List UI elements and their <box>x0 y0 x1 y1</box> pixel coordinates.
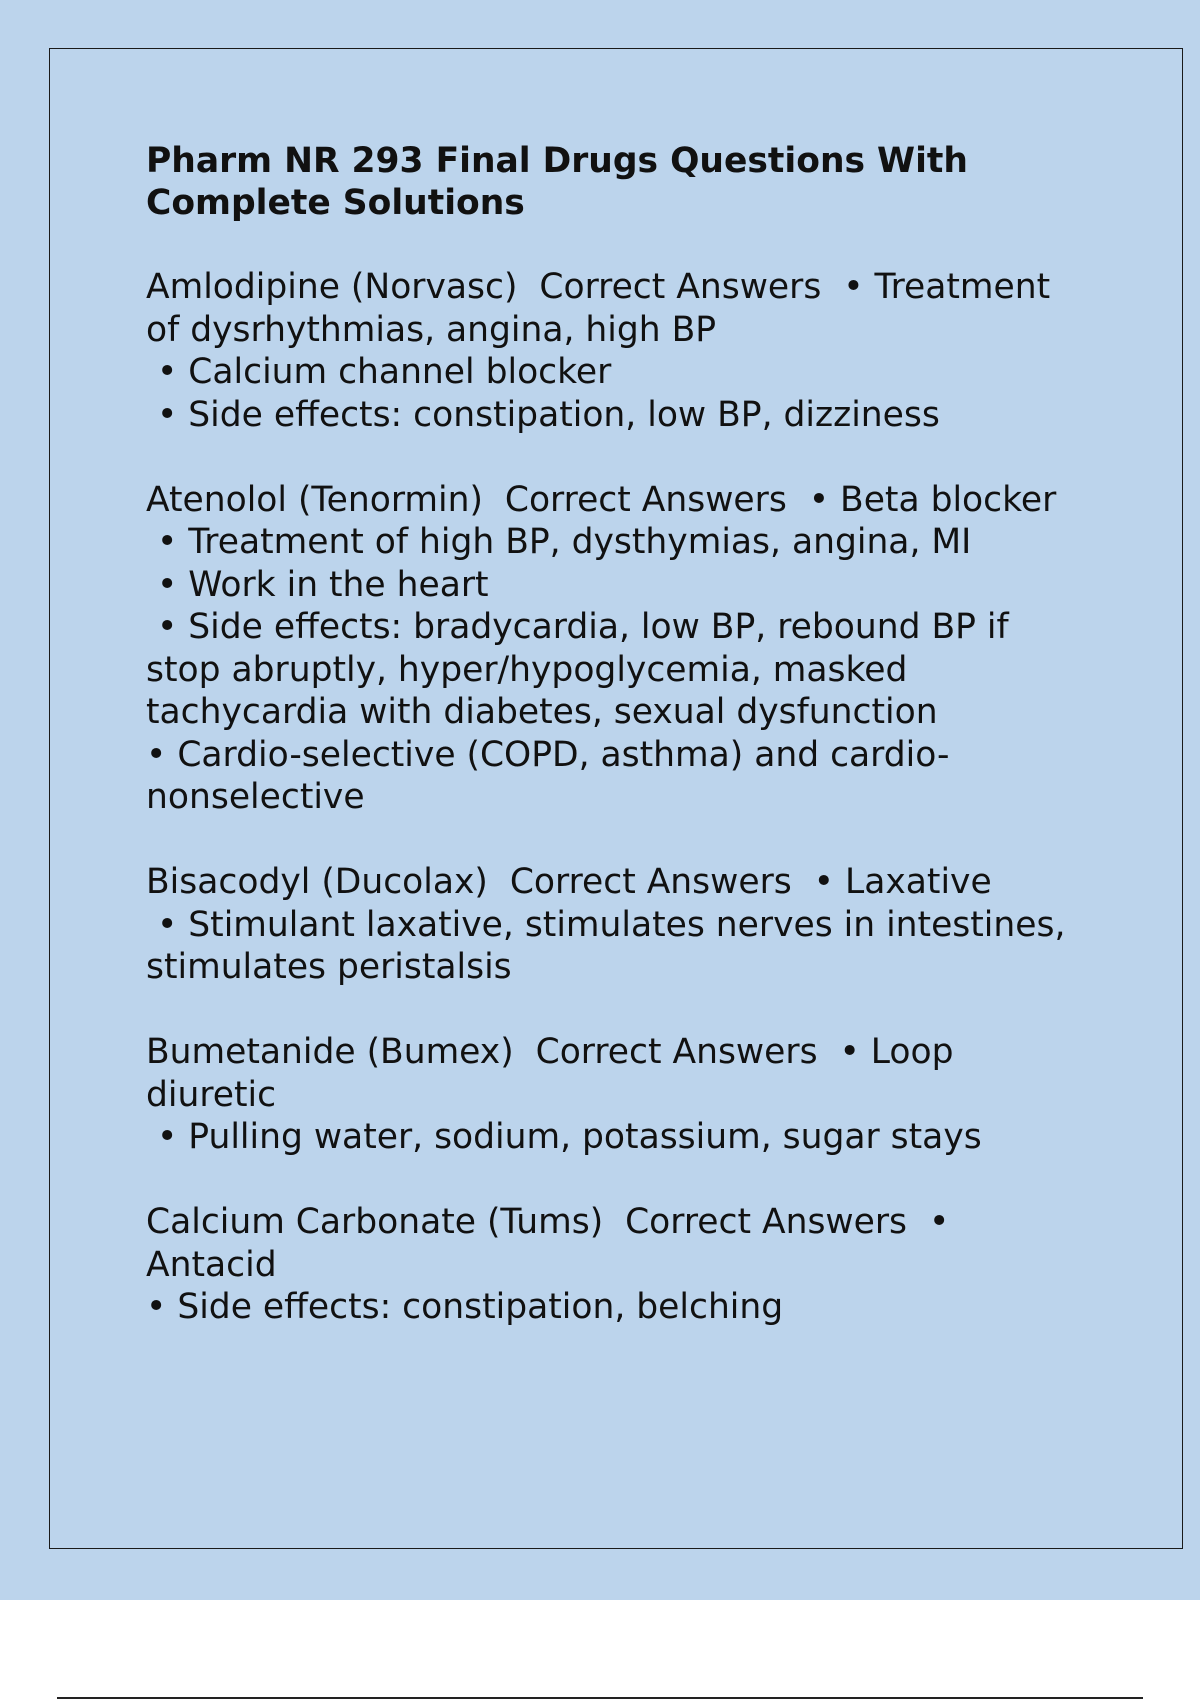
entry-line: • Side effects: constipation, low BP, dizziness <box>146 394 940 435</box>
entry-line: • Treatment of high BP, dysthymias, angina, MI <box>146 522 972 562</box>
entry-bumetanide <box>146 1031 1076 1159</box>
entry-line: • Work in the heart <box>146 564 489 605</box>
entry-line: Bumetanide (Bumex) Correct Answers • Loop diuretic <box>146 1032 965 1115</box>
entry-line: Calcium Carbonate (Tums) Correct Answers • Antacid <box>146 1202 961 1285</box>
entry-line: • Side effects: bradycardia, low BP, rebound BP if stop abruptly, hyper/hypoglycemia, masked tachycardia with diabetes, sexual dysfunction <box>146 607 1020 732</box>
entry-line: • Pulling water, sodium, potassium, sugar stays <box>146 1117 982 1157</box>
entry-line: • Cardio-selective (COPD, asthma) and cardio-nonselective <box>146 734 950 817</box>
entry-line: Bisacodyl (Ducolax) Correct Answers • Laxative <box>146 862 992 902</box>
entry-line: Amlodipine (Norvasc) Correct Answers • Treatment of dysrhythmias, angina, high BP <box>146 267 1062 350</box>
document-title: Pharm NR 293 Final Drugs Questions With Complete Solutions <box>146 141 968 223</box>
entry-atenolol <box>146 479 1076 819</box>
entry-calcium-carbonate <box>146 1201 1076 1329</box>
document-content <box>146 140 1076 1371</box>
entry-line: • Side effects: constipation, belching <box>146 1287 784 1327</box>
entry-amlodipine <box>146 266 1076 436</box>
entry-bisacodyl <box>146 861 1076 989</box>
entry-line: Atenolol (Tenormin) Correct Answers • Beta blocker <box>146 479 1057 520</box>
footer-divider <box>57 1697 1143 1699</box>
entry-line: • Stimulant laxative, stimulates nerves in intestines, stimulates peristalsis <box>146 904 1077 987</box>
entry-line: • Calcium channel blocker <box>146 352 612 392</box>
